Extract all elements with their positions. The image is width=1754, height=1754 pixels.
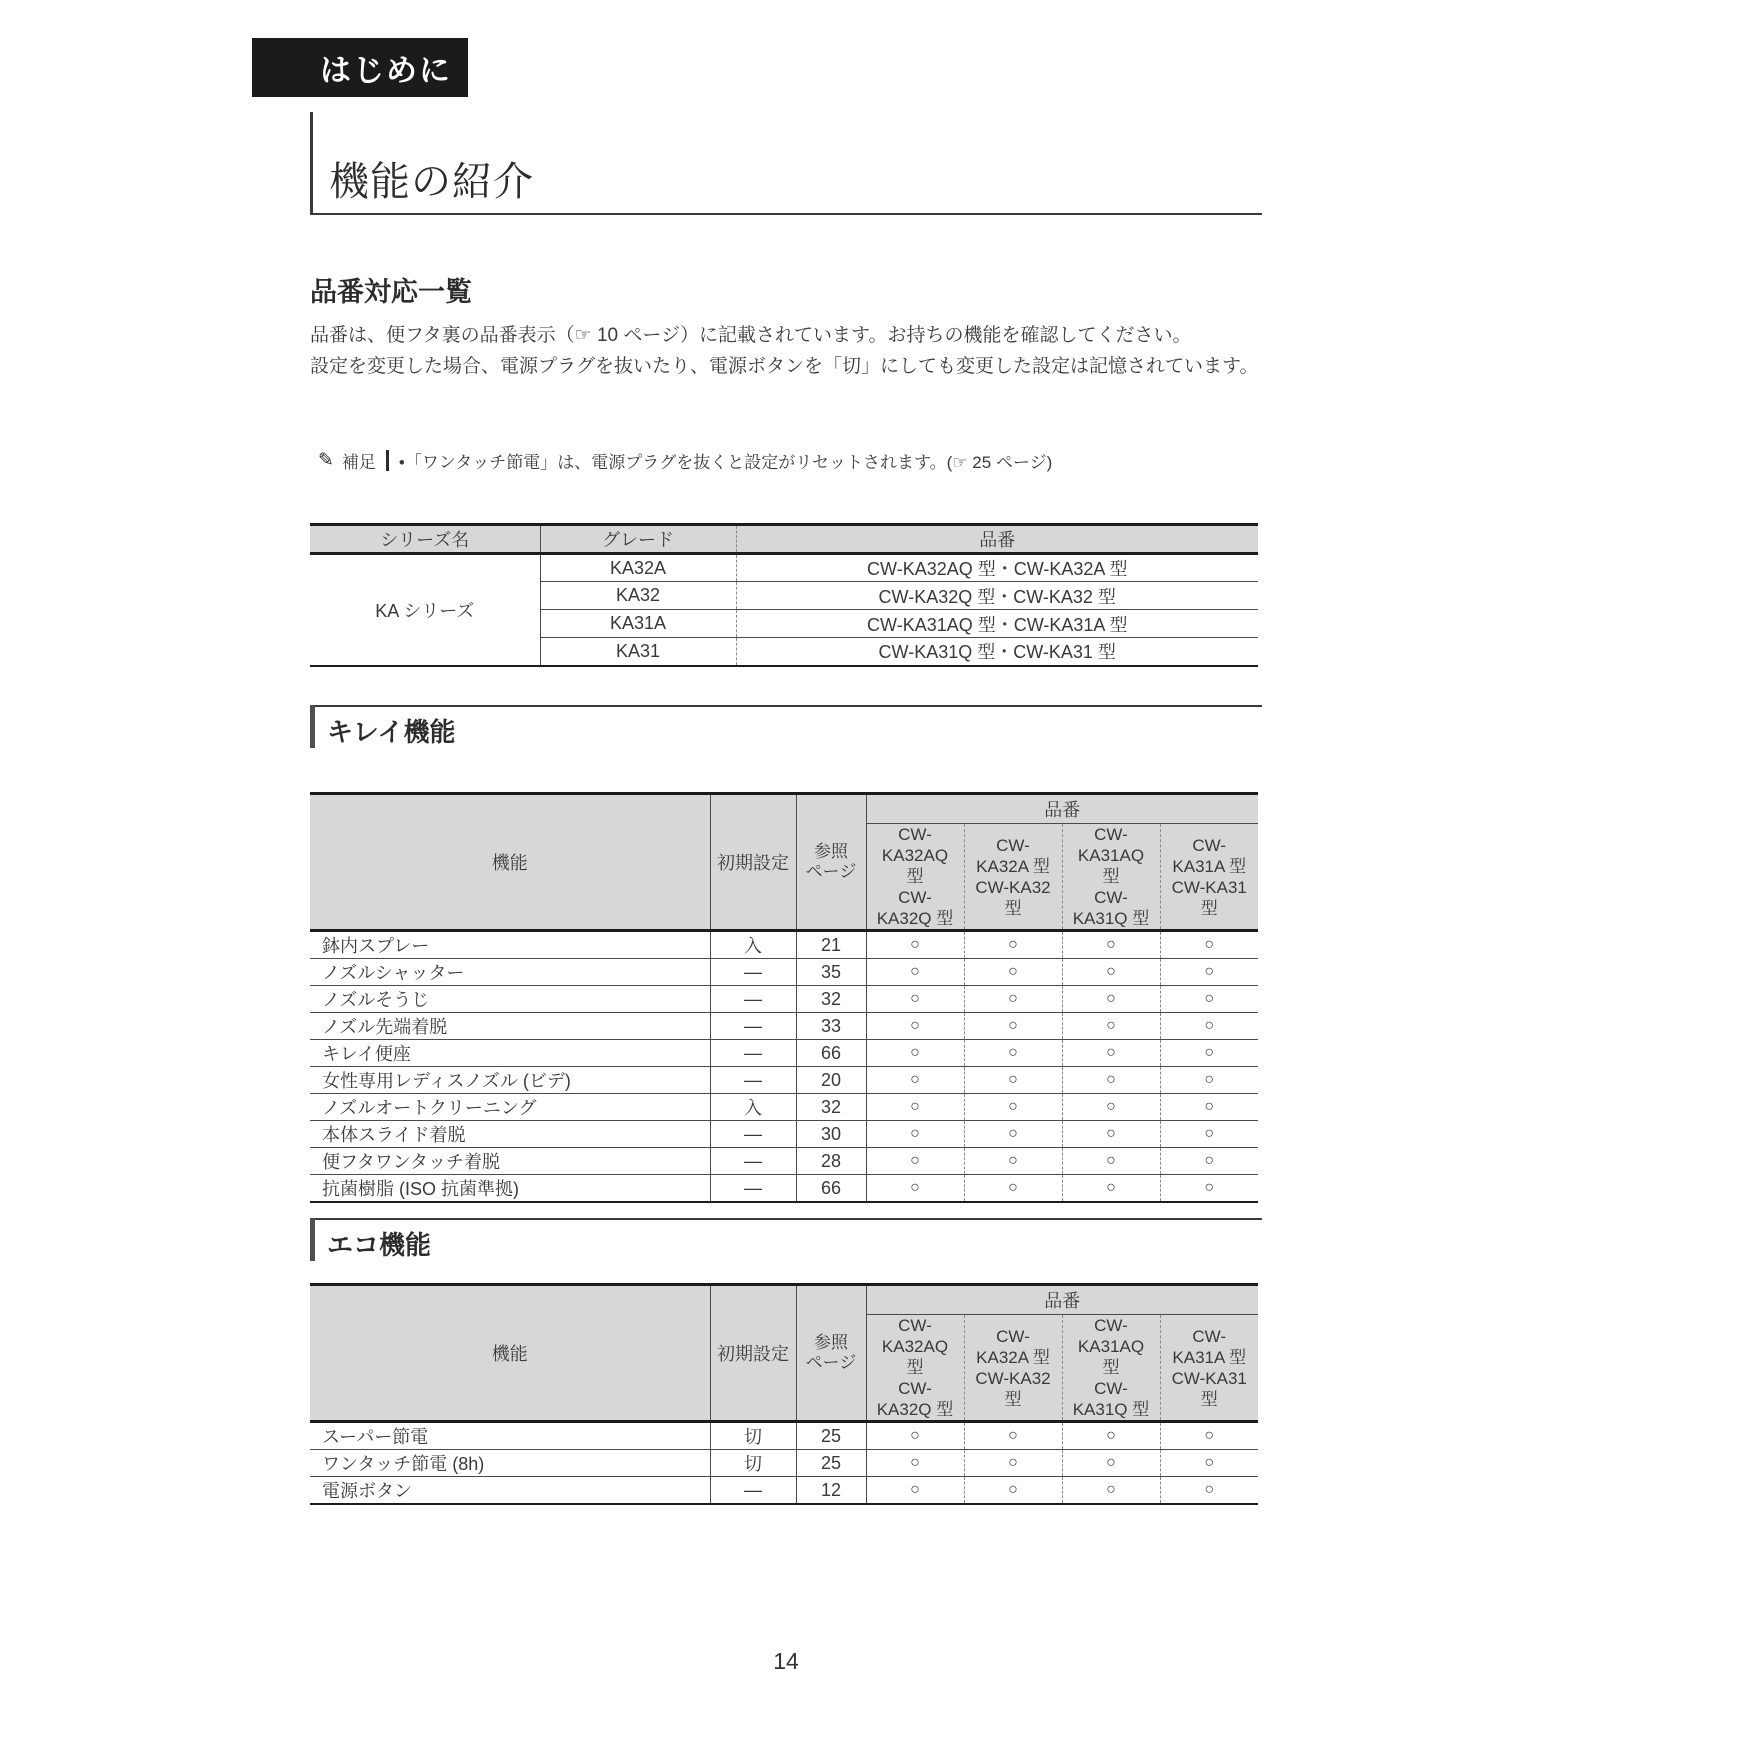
support-mark: ○ bbox=[866, 1450, 964, 1477]
model-name: CW-KA31A 型 bbox=[1172, 1326, 1247, 1367]
support-mark: ○ bbox=[1062, 931, 1160, 959]
function-cell: 電源ボタン bbox=[310, 1477, 710, 1505]
default-cell: ― bbox=[710, 1121, 796, 1148]
support-mark: ○ bbox=[1062, 1148, 1160, 1175]
support-mark: ○ bbox=[1160, 1067, 1258, 1094]
support-mark: ○ bbox=[964, 1175, 1062, 1203]
intro-line-1: 品番は、便フタ裏の品番表示（☞ 10 ページ）に記載されています。お持ちの機能を確認してください。 bbox=[310, 325, 1192, 346]
model-name: CW-KA32Q 型 bbox=[876, 888, 954, 928]
kirei-section-heading: キレイ機能 bbox=[327, 717, 456, 747]
model-name: CW-KA31Q 型 bbox=[1072, 1379, 1150, 1419]
page-cell: 32 bbox=[796, 1094, 866, 1121]
function-cell: 便フタワンタッチ着脱 bbox=[310, 1148, 710, 1175]
support-mark: ○ bbox=[1160, 1450, 1258, 1477]
table-row bbox=[310, 1013, 1258, 1040]
default-cell: ― bbox=[710, 1040, 796, 1067]
support-mark: ○ bbox=[1062, 1450, 1160, 1477]
support-mark: ○ bbox=[964, 1040, 1062, 1067]
support-mark: ○ bbox=[1160, 1422, 1258, 1450]
series-name-cell: KA シリーズ bbox=[375, 600, 475, 621]
support-mark: ○ bbox=[866, 1422, 964, 1450]
function-cell: ノズルそうじ bbox=[310, 986, 710, 1013]
support-mark: ○ bbox=[866, 1040, 964, 1067]
support-mark: ○ bbox=[964, 959, 1062, 986]
col-header-default: 初期設定 bbox=[710, 1285, 796, 1422]
series-table-header-row bbox=[310, 525, 1258, 554]
col-header-page-line1: 参照 bbox=[814, 842, 848, 861]
col-header-models: 品番 bbox=[736, 525, 1258, 554]
table-row bbox=[310, 1175, 1258, 1203]
grade-cell: KA32A bbox=[540, 554, 736, 582]
support-mark: ○ bbox=[866, 1094, 964, 1121]
support-mark: ○ bbox=[1160, 1094, 1258, 1121]
default-cell: ― bbox=[710, 959, 796, 986]
table-row bbox=[310, 1121, 1258, 1148]
page-cell: 20 bbox=[796, 1067, 866, 1094]
col-header-page-line2: ページ bbox=[805, 862, 857, 881]
col-header-model-3 bbox=[1062, 1315, 1160, 1422]
table-row bbox=[310, 1477, 1258, 1505]
supplement-note bbox=[318, 448, 1052, 473]
support-mark: ○ bbox=[1062, 1094, 1160, 1121]
model-name: CW-KA32Q 型 bbox=[876, 1379, 954, 1419]
support-mark: ○ bbox=[964, 931, 1062, 959]
page-cell: 35 bbox=[796, 959, 866, 986]
support-mark: ○ bbox=[1160, 1175, 1258, 1203]
page-cell: 25 bbox=[796, 1450, 866, 1477]
grade-cell: KA31A bbox=[540, 610, 736, 638]
col-header-model-1 bbox=[866, 1315, 964, 1422]
model-name: CW-KA31 型 bbox=[1171, 1368, 1247, 1409]
page-cell: 66 bbox=[796, 1175, 866, 1203]
support-mark: ○ bbox=[1062, 1477, 1160, 1505]
page-number: 14 bbox=[773, 1648, 799, 1674]
function-cell: 鉢内スプレー bbox=[310, 931, 710, 959]
default-cell: ― bbox=[710, 1067, 796, 1094]
model-name: CW-KA32A 型 bbox=[976, 1326, 1050, 1367]
function-cell: 抗菌樹脂 (ISO 抗菌準拠) bbox=[310, 1175, 710, 1203]
model-name: CW-KA32AQ 型 bbox=[881, 825, 949, 886]
table-row bbox=[310, 986, 1258, 1013]
model-name: CW-KA31Q 型 bbox=[1072, 888, 1150, 928]
col-header-page bbox=[796, 794, 866, 931]
col-header-model-3 bbox=[1062, 824, 1160, 931]
support-mark: ○ bbox=[1160, 1040, 1258, 1067]
models-cell: CW-KA32AQ 型・CW-KA32A 型 bbox=[736, 554, 1258, 582]
feature-table-header-row-1 bbox=[310, 1285, 1258, 1315]
col-header-page-line1: 参照 bbox=[814, 1333, 848, 1352]
support-mark: ○ bbox=[866, 1148, 964, 1175]
model-name: CW-KA32A 型 bbox=[976, 835, 1050, 876]
default-cell: ― bbox=[710, 986, 796, 1013]
support-mark: ○ bbox=[1160, 1148, 1258, 1175]
kirei-section-rule bbox=[310, 705, 1262, 707]
note-text: •「ワンタッチ節電」は、電源プラグを抜くと設定がリセットされます。(☞ 25 ページ) bbox=[398, 453, 1053, 472]
page-cell: 66 bbox=[796, 1040, 866, 1067]
col-header-model-2 bbox=[964, 824, 1062, 931]
function-cell: ノズルシャッター bbox=[310, 959, 710, 986]
support-mark: ○ bbox=[1160, 1121, 1258, 1148]
page-cell: 21 bbox=[796, 931, 866, 959]
pencil-icon: ✎ bbox=[318, 450, 334, 471]
note-label: 補足 bbox=[341, 453, 376, 472]
section-heading-model-list: 品番対応一覧 bbox=[310, 277, 472, 307]
col-header-series: シリーズ名 bbox=[310, 525, 540, 554]
col-header-model-group: 品番 bbox=[866, 1285, 1258, 1315]
default-cell: 切 bbox=[710, 1450, 796, 1477]
eco-feature-table bbox=[310, 1283, 1258, 1505]
support-mark: ○ bbox=[964, 1067, 1062, 1094]
support-mark: ○ bbox=[964, 1148, 1062, 1175]
col-header-default: 初期設定 bbox=[710, 794, 796, 931]
col-header-page-line2: ページ bbox=[805, 1353, 857, 1372]
grade-cell: KA31 bbox=[540, 638, 736, 666]
col-header-model-4 bbox=[1160, 1315, 1258, 1422]
support-mark: ○ bbox=[1160, 959, 1258, 986]
chapter-badge: はじめに bbox=[252, 38, 468, 97]
model-name: CW-KA31 型 bbox=[1171, 877, 1247, 918]
function-cell: ノズル先端着脱 bbox=[310, 1013, 710, 1040]
support-mark: ○ bbox=[1062, 1175, 1160, 1203]
col-header-model-2 bbox=[964, 1315, 1062, 1422]
function-cell: キレイ便座 bbox=[310, 1040, 710, 1067]
table-row bbox=[310, 959, 1258, 986]
table-row bbox=[310, 1040, 1258, 1067]
support-mark: ○ bbox=[1062, 1013, 1160, 1040]
col-header-function: 機能 bbox=[310, 794, 710, 931]
default-cell: ― bbox=[710, 1175, 796, 1203]
model-name: CW-KA32AQ 型 bbox=[881, 1316, 949, 1377]
grade-cell: KA32 bbox=[540, 582, 736, 610]
function-cell: ノズルオートクリーニング bbox=[310, 1094, 710, 1121]
col-header-model-group: 品番 bbox=[866, 794, 1258, 824]
kirei-feature-table bbox=[310, 792, 1258, 1203]
function-cell: スーパー節電 bbox=[310, 1422, 710, 1450]
table-row bbox=[310, 554, 1258, 582]
function-cell: 本体スライド着脱 bbox=[310, 1121, 710, 1148]
support-mark: ○ bbox=[964, 1422, 1062, 1450]
page-cell: 33 bbox=[796, 1013, 866, 1040]
default-cell: ― bbox=[710, 1148, 796, 1175]
col-header-grade: グレード bbox=[540, 525, 736, 554]
models-cell: CW-KA31AQ 型・CW-KA31A 型 bbox=[736, 610, 1258, 638]
col-header-function: 機能 bbox=[310, 1285, 710, 1422]
models-cell: CW-KA32Q 型・CW-KA32 型 bbox=[736, 582, 1258, 610]
models-cell: CW-KA31Q 型・CW-KA31 型 bbox=[736, 638, 1258, 666]
support-mark: ○ bbox=[1160, 1477, 1258, 1505]
intro-paragraph bbox=[310, 320, 1262, 382]
model-name: CW-KA31A 型 bbox=[1172, 835, 1247, 876]
default-cell: 入 bbox=[710, 931, 796, 959]
intro-line-2: 設定を変更した場合、電源プラグを抜いたり、電源ボタンを「切」にしても変更した設定は記憶されています。 bbox=[310, 356, 1259, 377]
note-divider bbox=[386, 450, 389, 471]
function-cell: 女性専用レディスノズル (ビデ) bbox=[310, 1067, 710, 1094]
table-row bbox=[310, 1148, 1258, 1175]
function-cell: ワンタッチ節電 (8h) bbox=[310, 1450, 710, 1477]
support-mark: ○ bbox=[964, 1121, 1062, 1148]
table-row bbox=[310, 1422, 1258, 1450]
support-mark: ○ bbox=[1160, 1013, 1258, 1040]
support-mark: ○ bbox=[964, 986, 1062, 1013]
support-mark: ○ bbox=[866, 959, 964, 986]
col-header-page bbox=[796, 1285, 866, 1422]
feature-table-header-row-1 bbox=[310, 794, 1258, 824]
support-mark: ○ bbox=[1160, 931, 1258, 959]
support-mark: ○ bbox=[964, 1013, 1062, 1040]
support-mark: ○ bbox=[964, 1477, 1062, 1505]
support-mark: ○ bbox=[866, 1121, 964, 1148]
support-mark: ○ bbox=[866, 1477, 964, 1505]
model-name: CW-KA32 型 bbox=[975, 1368, 1051, 1409]
page-cell: 30 bbox=[796, 1121, 866, 1148]
model-name: CW-KA32 型 bbox=[975, 877, 1051, 918]
support-mark: ○ bbox=[1062, 1040, 1160, 1067]
default-cell: 入 bbox=[710, 1094, 796, 1121]
default-cell: ― bbox=[710, 1477, 796, 1505]
table-row bbox=[310, 1094, 1258, 1121]
col-header-model-4 bbox=[1160, 824, 1258, 931]
support-mark: ○ bbox=[1160, 986, 1258, 1013]
support-mark: ○ bbox=[866, 1175, 964, 1203]
col-header-model-1 bbox=[866, 824, 964, 931]
support-mark: ○ bbox=[1062, 959, 1160, 986]
support-mark: ○ bbox=[866, 1013, 964, 1040]
table-row bbox=[310, 1450, 1258, 1477]
support-mark: ○ bbox=[1062, 1121, 1160, 1148]
default-cell: ― bbox=[710, 1013, 796, 1040]
support-mark: ○ bbox=[866, 1067, 964, 1094]
page-cell: 12 bbox=[796, 1477, 866, 1505]
page-cell: 28 bbox=[796, 1148, 866, 1175]
kirei-section-bar bbox=[310, 705, 315, 748]
default-cell: 切 bbox=[710, 1422, 796, 1450]
model-name: CW-KA31AQ 型 bbox=[1077, 825, 1145, 886]
title-horizontal-rule bbox=[310, 213, 1262, 215]
support-mark: ○ bbox=[964, 1094, 1062, 1121]
support-mark: ○ bbox=[1062, 986, 1160, 1013]
page-title: 機能の紹介 bbox=[329, 160, 534, 204]
support-mark: ○ bbox=[1062, 1067, 1160, 1094]
model-name: CW-KA31AQ 型 bbox=[1077, 1316, 1145, 1377]
title-vertical-rule bbox=[310, 112, 313, 214]
support-mark: ○ bbox=[964, 1450, 1062, 1477]
support-mark: ○ bbox=[866, 931, 964, 959]
page-cell: 32 bbox=[796, 986, 866, 1013]
eco-section-bar bbox=[310, 1218, 315, 1261]
table-row bbox=[310, 931, 1258, 959]
page-cell: 25 bbox=[796, 1422, 866, 1450]
support-mark: ○ bbox=[1062, 1422, 1160, 1450]
series-model-table bbox=[310, 523, 1258, 667]
eco-section-heading: エコ機能 bbox=[327, 1230, 432, 1260]
support-mark: ○ bbox=[866, 986, 964, 1013]
eco-section-rule bbox=[310, 1218, 1262, 1220]
table-row bbox=[310, 1067, 1258, 1094]
